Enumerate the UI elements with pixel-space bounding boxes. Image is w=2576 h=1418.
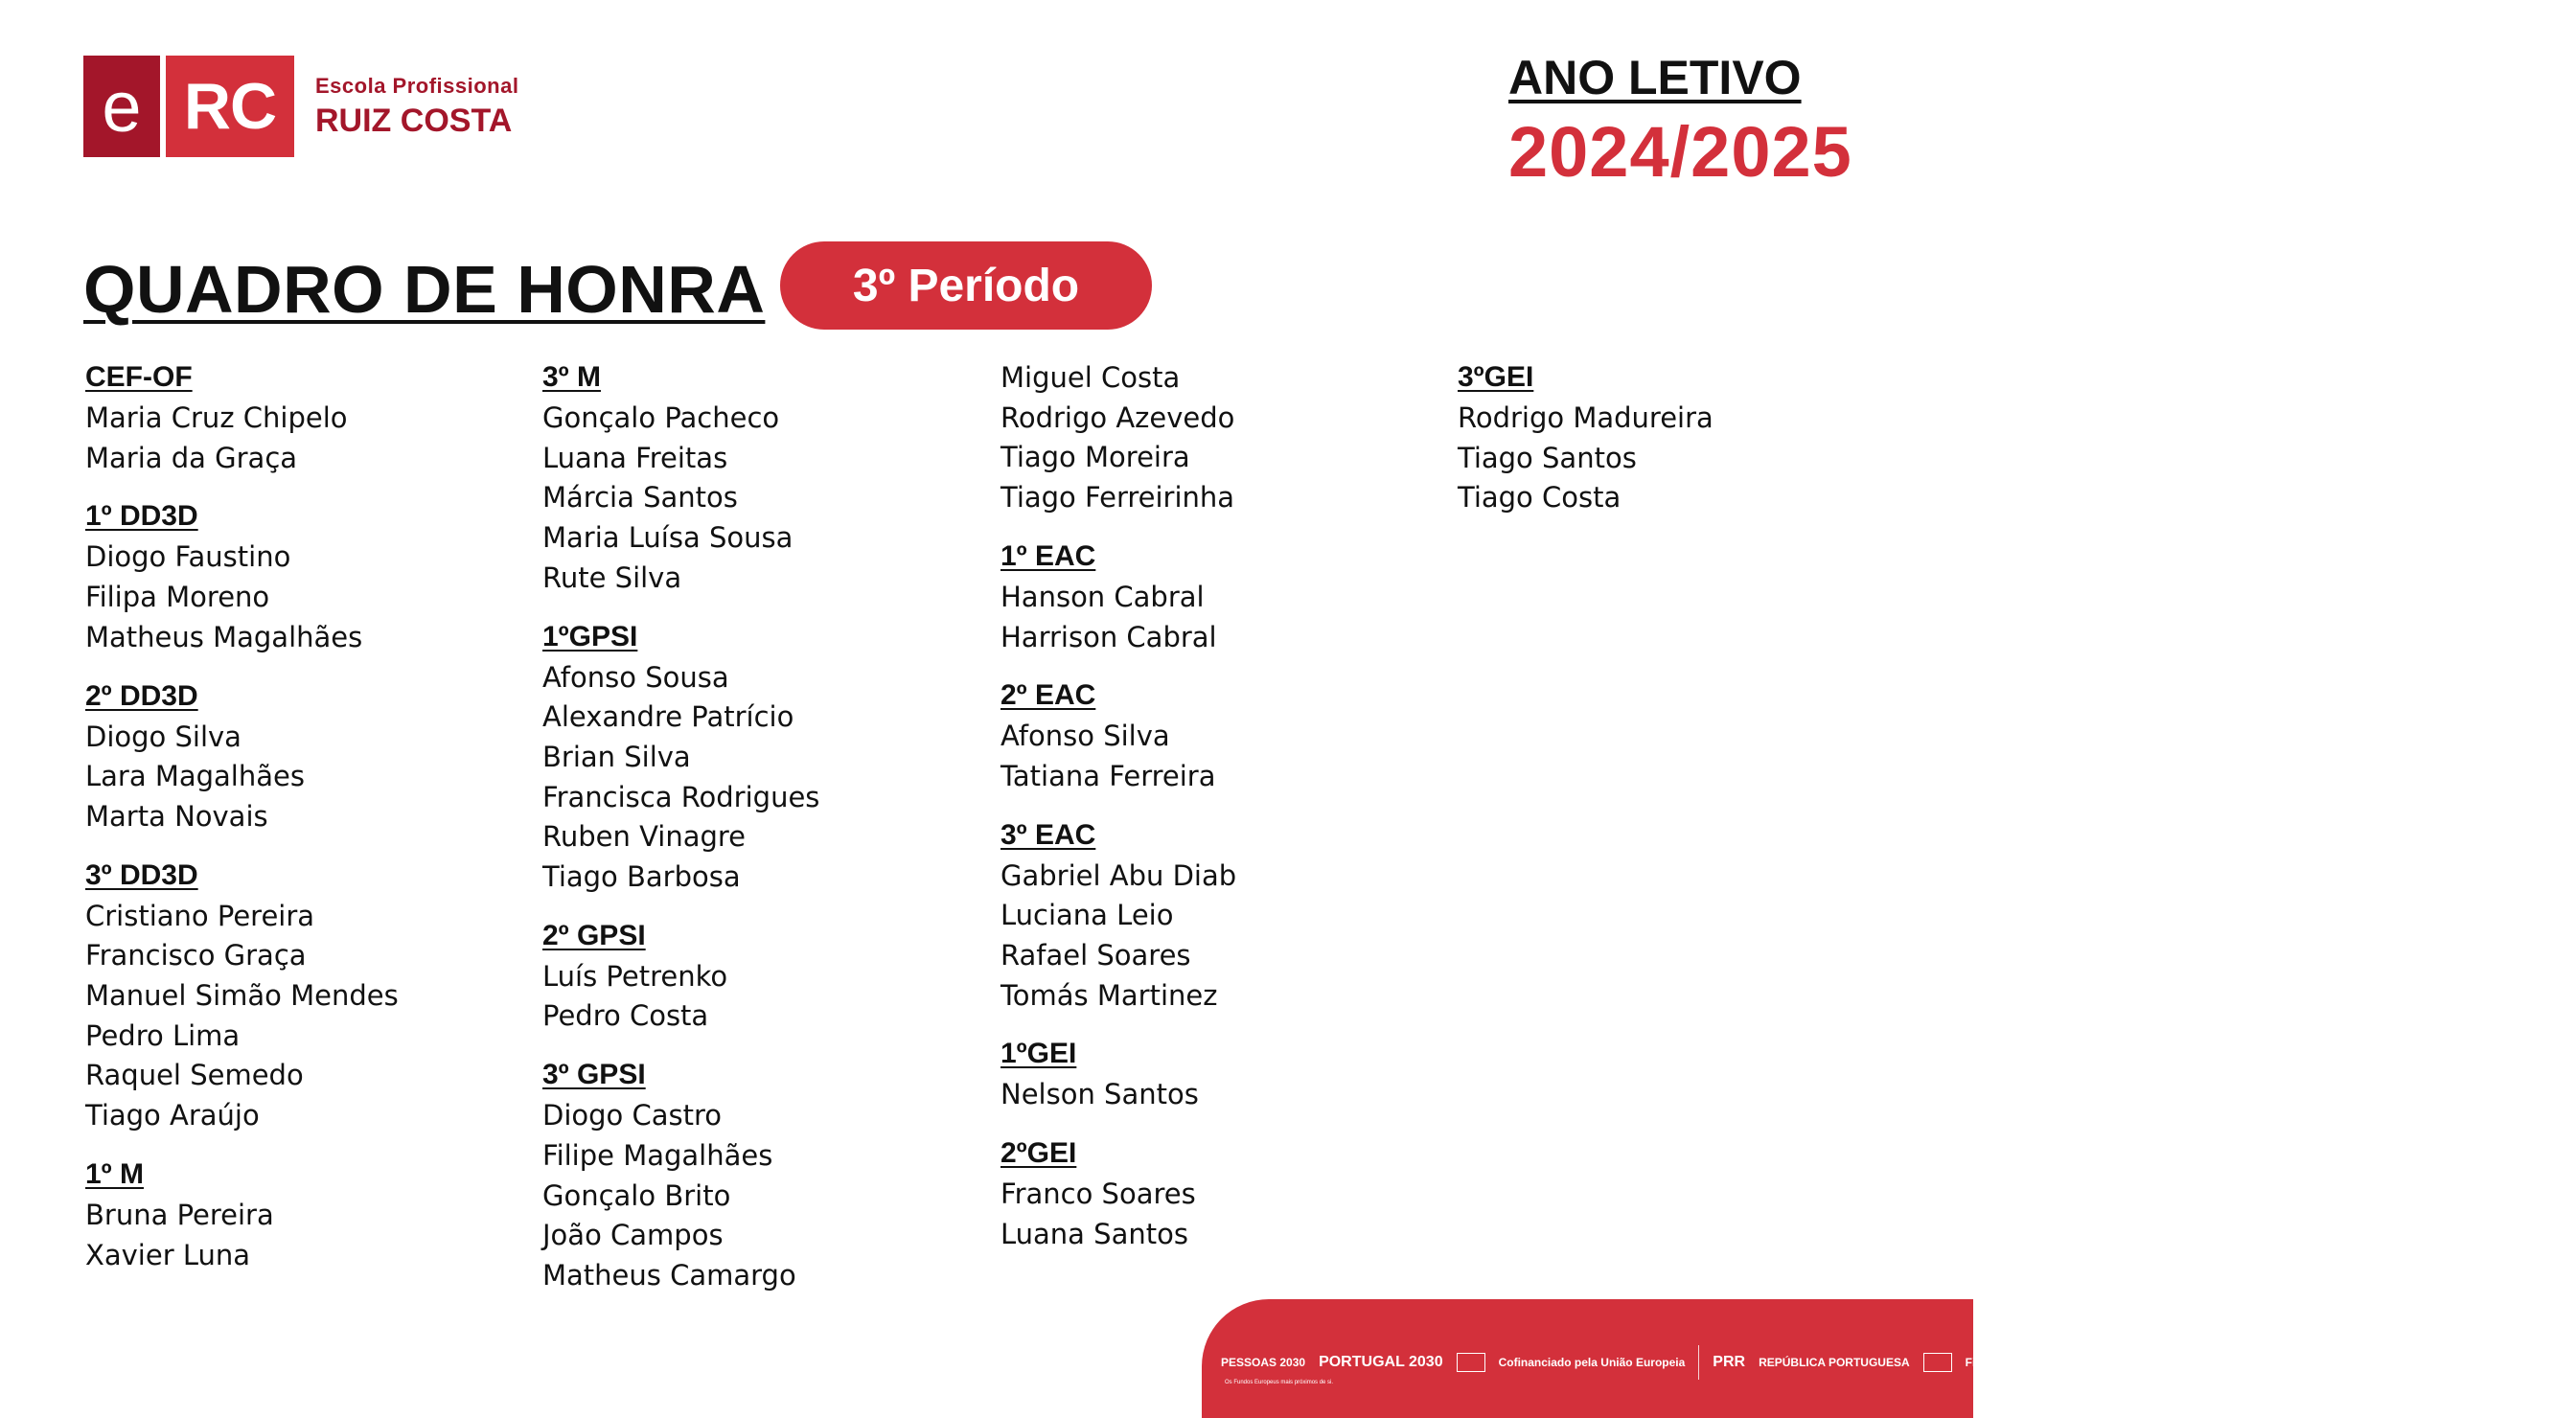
student-name: Diogo Faustino bbox=[85, 540, 291, 574]
student-name: Luana Freitas bbox=[542, 441, 728, 474]
student-name: Tiago Barbosa bbox=[542, 860, 741, 894]
student-name: Tiago Araújo bbox=[85, 1099, 260, 1132]
student-name: Lara Magalhães bbox=[85, 760, 305, 793]
pessoas-logo: PESSOAS 2030 bbox=[1221, 1356, 1306, 1369]
student-name: Tiago Santos bbox=[1458, 441, 1637, 474]
student-name: Brian Silva bbox=[542, 740, 691, 773]
class-group bbox=[1000, 816, 1422, 1017]
class-group bbox=[1000, 1134, 1422, 1254]
student-name: Maria Cruz Chipelo bbox=[85, 401, 348, 434]
class-group bbox=[542, 358, 964, 599]
republica-logo: REPÚBLICA PORTUGUESA bbox=[1759, 1356, 1910, 1369]
year-label: ANO LETIVO bbox=[1508, 51, 1802, 104]
student-name: Francisco Graça bbox=[85, 939, 307, 972]
student-name: Matheus Camargo bbox=[542, 1258, 796, 1292]
class-heading: 2º GPSI bbox=[542, 919, 646, 951]
student-name: Francisca Rodrigues bbox=[542, 780, 820, 813]
student-name: Maria da Graça bbox=[85, 441, 298, 474]
school-logo bbox=[83, 56, 518, 157]
year-value: 2024/2025 bbox=[1508, 112, 1852, 192]
column-2 bbox=[542, 358, 964, 1315]
class-heading: CEF-OF bbox=[85, 361, 193, 393]
class-heading: 1º DD3D bbox=[85, 500, 198, 533]
nextgen-logo: Financiado pela União Europeia NextGenerationEU bbox=[1965, 1356, 2245, 1369]
logo-e: e bbox=[83, 56, 160, 157]
class-heading: 3º DD3D bbox=[85, 858, 198, 891]
eu-flag-icon bbox=[1457, 1353, 1485, 1372]
class-group bbox=[85, 358, 507, 478]
class-group bbox=[85, 1155, 507, 1275]
class-group bbox=[1000, 676, 1422, 796]
class-heading: 3º EAC bbox=[1000, 818, 1096, 851]
student-name: Tomás Martinez bbox=[1000, 978, 1218, 1012]
student-name: Luís Petrenko bbox=[542, 959, 728, 993]
column-1 bbox=[85, 358, 507, 1294]
class-group bbox=[1000, 358, 1422, 518]
class-heading: 3ºGEI bbox=[1458, 361, 1534, 393]
class-heading: 2º DD3D bbox=[85, 679, 198, 712]
aluno21-logo: aluno_21 bbox=[2341, 1356, 2392, 1369]
class-heading: 3º GPSI bbox=[542, 1059, 646, 1091]
student-name: Diogo Silva bbox=[85, 720, 242, 753]
class-group bbox=[85, 857, 507, 1136]
student-name: Luciana Leio bbox=[1000, 899, 1174, 932]
student-name: Cristiano Pereira bbox=[85, 899, 315, 932]
student-name: Diogo Castro bbox=[542, 1099, 723, 1132]
class-heading: 2º EAC bbox=[1000, 679, 1096, 712]
column-4 bbox=[1458, 358, 1879, 537]
footer-note: Os Fundos Europeus mais próximos de si. bbox=[1225, 1380, 1334, 1385]
student-name: Ruben Vinagre bbox=[542, 820, 747, 854]
student-name: Tiago Costa bbox=[1458, 481, 1622, 515]
eu-cofinanced-logo: Cofinanciado pela União Europeia bbox=[1498, 1356, 1686, 1369]
logo-mark bbox=[83, 56, 294, 157]
student-name: Hanson Cabral bbox=[1000, 580, 1205, 613]
period-badge: 3º Período bbox=[780, 241, 1152, 330]
prr-logo: PRR bbox=[1713, 1354, 1746, 1370]
student-name: Maria Luísa Sousa bbox=[542, 521, 794, 555]
class-heading: 1ºGPSI bbox=[542, 620, 638, 652]
class-group bbox=[85, 497, 507, 657]
student-name: Gonçalo Brito bbox=[542, 1178, 731, 1212]
class-group bbox=[542, 1056, 964, 1296]
student-name: Tatiana Ferreira bbox=[1000, 759, 1216, 792]
student-name: Bruna Pereira bbox=[85, 1198, 274, 1231]
student-name: Harrison Cabral bbox=[1000, 620, 1217, 653]
student-name: Matheus Magalhães bbox=[85, 620, 363, 653]
student-name: Gonçalo Pacheco bbox=[542, 401, 780, 434]
class-heading: 1º M bbox=[85, 1157, 144, 1190]
student-name: Afonso Silva bbox=[1000, 720, 1170, 753]
class-group bbox=[1000, 537, 1422, 657]
logo-line1: Escola Profissional bbox=[315, 73, 519, 98]
student-name: Afonso Sousa bbox=[542, 660, 729, 694]
class-heading: 2ºGEI bbox=[1000, 1137, 1077, 1170]
eu-flag-icon-2 bbox=[1923, 1353, 1952, 1372]
logo-text bbox=[315, 74, 518, 140]
student-name: Miguel Costa bbox=[1000, 361, 1181, 394]
student-name: João Campos bbox=[542, 1219, 724, 1252]
student-name: Pedro Costa bbox=[542, 999, 709, 1033]
class-group bbox=[1458, 358, 1879, 518]
student-name: Rodrigo Madureira bbox=[1458, 401, 1714, 434]
knowledge-sharing-logo: Knowledge sharing bbox=[2470, 1356, 2576, 1369]
student-name: Pedro Lima bbox=[85, 1018, 241, 1052]
rumos-logo: Rumos bbox=[2404, 1354, 2457, 1370]
student-name: Alexandre Patrício bbox=[542, 700, 794, 734]
student-name: Marta Novais bbox=[85, 799, 268, 833]
column-3 bbox=[1000, 358, 1422, 1274]
student-name: Tiago Ferreirinha bbox=[1000, 481, 1235, 515]
class-group bbox=[1000, 1035, 1422, 1115]
logo-line2: RUIZ COSTA bbox=[315, 102, 513, 139]
student-name: Rute Silva bbox=[542, 560, 682, 594]
student-name: Tiago Moreira bbox=[1000, 441, 1190, 474]
footer-banner bbox=[1202, 1299, 2576, 1418]
class-group bbox=[542, 618, 964, 898]
student-name: Nelson Santos bbox=[1000, 1078, 1199, 1111]
student-name: Márcia Santos bbox=[542, 481, 738, 515]
class-group bbox=[542, 917, 964, 1037]
school-year bbox=[1508, 50, 1852, 193]
page-title: QUADRO DE HONRA bbox=[83, 252, 766, 327]
student-name: Filipe Magalhães bbox=[542, 1138, 773, 1172]
logo-rc: RC bbox=[166, 56, 294, 157]
student-name: Franco Soares bbox=[1000, 1178, 1196, 1211]
student-name: Rodrigo Azevedo bbox=[1000, 400, 1235, 434]
student-name: Manuel Simão Mendes bbox=[85, 979, 399, 1013]
class-group bbox=[85, 677, 507, 837]
class-heading: 3º M bbox=[542, 361, 601, 393]
student-name: Xavier Luna bbox=[85, 1238, 251, 1271]
class-heading: 1ºGEI bbox=[1000, 1038, 1077, 1070]
student-name: Filipa Moreno bbox=[85, 581, 270, 614]
portugal2030-logo: PORTUGAL 2030 bbox=[1319, 1354, 1443, 1370]
student-name: Rafael Soares bbox=[1000, 939, 1191, 972]
algarve-logo: ALGARVE bbox=[2272, 1356, 2329, 1369]
class-heading: 1º EAC bbox=[1000, 539, 1096, 572]
student-name: Luana Santos bbox=[1000, 1217, 1188, 1250]
funding-logos bbox=[1221, 1345, 2576, 1380]
student-name: Gabriel Abu Diab bbox=[1000, 858, 1237, 892]
student-name: Raquel Semedo bbox=[85, 1059, 304, 1092]
